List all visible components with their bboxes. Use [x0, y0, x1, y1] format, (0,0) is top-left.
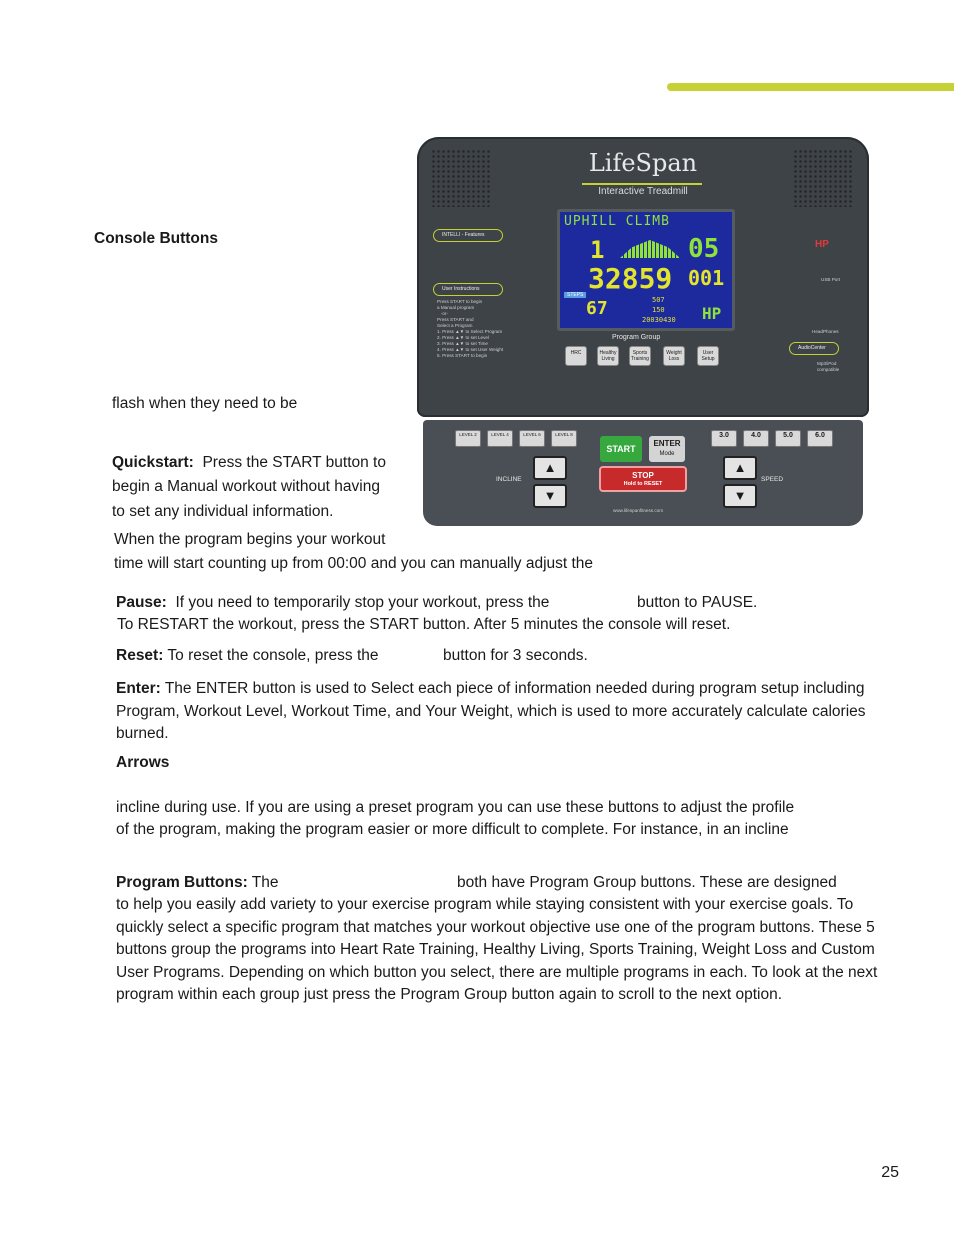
enter-text: The ENTER button is used to Select each piece of information needed during program setup including Program, Workout Level, Workout Time, and Your Weight, which is used to more accurately calculate calories burned. — [116, 680, 866, 743]
usb-port-label: USB Port — [821, 277, 841, 282]
lcd-height: 507 — [652, 296, 665, 304]
program-paragraph: to help you easily add variety to your exercise program while staying consistent with your exercise goals. To quickly select a specific program that matches your workout objective use one of the program buttons. These 5 buttons group the programs into Heart Rate Training, Healthy Living, Sports Training, Weight Loss and Custom User Programs. Depending on which button you select, there are multiple programs in each. To look at the next program within each group just press the Program Group button again to scroll to the next option. — [116, 896, 878, 1004]
quickstart-line-4: When the program begins your workout — [114, 531, 386, 548]
arrows-line-2: of the program, making the program easier or more difficult to complete. For instance, in an incline — [116, 821, 789, 838]
speed-4-button[interactable]: 4.0 — [743, 430, 769, 447]
flash-line: flash when they need to be — [112, 395, 298, 412]
lcd-display — [557, 209, 735, 331]
lcd-distance: 001 — [688, 266, 725, 290]
hp-logo: HP — [815, 239, 829, 250]
program-line-1 — [116, 871, 279, 894]
lcd-program-title: UPHILL CLIMB — [564, 214, 670, 229]
program-buttons-heading: Program Buttons: — [116, 874, 248, 891]
arrows-heading: Arrows — [116, 754, 170, 771]
level-6-button[interactable]: LEVEL 6 — [519, 430, 545, 447]
start-button[interactable]: START — [600, 436, 642, 462]
reset-text-a: To reset the console, press the — [167, 647, 379, 664]
intelli-features-pill: INTELLI - Features — [433, 229, 503, 242]
program-group-label: Program Group — [612, 334, 661, 341]
stop-label: STOP — [632, 471, 654, 480]
speed-6-button[interactable]: 6.0 — [807, 430, 833, 447]
console-image — [417, 137, 869, 417]
lcd-weight: 150 — [652, 306, 665, 314]
program-text-1a: The — [251, 874, 279, 891]
website-label: www.lifespanfitness.com — [613, 508, 664, 513]
level-8-button[interactable]: LEVEL 8 — [551, 430, 577, 447]
enter-button[interactable] — [649, 436, 685, 462]
quickstart-text-1: Press the START button to — [202, 454, 386, 471]
speed-3-button[interactable]: 3.0 — [711, 430, 737, 447]
lcd-level: 1 — [590, 236, 605, 264]
pause-text-1a: If you need to temporarily stop your workout, press the — [175, 594, 550, 611]
incline-label: INCLINE — [496, 476, 522, 483]
pause-text-1b: button to PAUSE. — [637, 594, 758, 611]
program-button-user-setup[interactable]: User Setup — [697, 346, 719, 366]
headphones-label: HeadPhones — [812, 329, 839, 334]
lcd-date: 20030430 — [642, 316, 676, 324]
enter-heading: Enter: — [116, 680, 161, 697]
quickstart-heading: Quickstart: — [112, 454, 194, 471]
enter-paragraph — [116, 678, 876, 746]
mp3-label: Mp3/iPod compatible — [817, 361, 840, 372]
incline-down-button[interactable]: ▼ — [533, 484, 567, 508]
speed-label: SPEED — [761, 476, 784, 483]
user-instructions-pill: User Instructions — [433, 283, 503, 296]
console-buttons-heading: Console Buttons — [94, 230, 218, 247]
speed-down-button[interactable]: ▼ — [723, 484, 757, 508]
stop-button[interactable] — [599, 466, 687, 492]
lcd-time: 32859 — [588, 262, 673, 295]
lcd-profile-bars — [620, 240, 680, 258]
lcd-hp: HP — [702, 304, 722, 323]
quickstart-line-2: begin a Manual workout without having — [112, 478, 380, 495]
level-4-button[interactable]: LEVEL 4 — [487, 430, 513, 447]
lcd-steps-label: STEPS — [564, 292, 586, 298]
level-2-button[interactable]: LEVEL 2 — [455, 430, 481, 447]
mode-label: Mode — [659, 451, 675, 457]
pause-heading: Pause: — [116, 594, 167, 611]
header-accent-bar — [667, 83, 954, 91]
arrows-line-1: incline during use. If you are using a preset program you can use these buttons to adjust the profile — [116, 799, 795, 816]
quickstart-line-1 — [112, 451, 386, 474]
lcd-steps: 67 — [586, 298, 608, 319]
program-text-1b: both have Program Group buttons. These are designed — [457, 874, 837, 891]
program-button-weight-loss[interactable]: Weight Loss — [663, 346, 685, 366]
quickstart-line-5: time will start counting up from 00:00 and you can manually adjust the — [114, 555, 594, 572]
brand-logo: LifeSpan — [588, 149, 698, 177]
program-button-sports-training[interactable]: Sports Training — [629, 346, 651, 366]
program-button-hrc[interactable]: HRC — [565, 346, 587, 366]
pause-line-1 — [116, 591, 549, 614]
quickstart-line-3: to set any individual information. — [112, 503, 334, 520]
enter-label: ENTER — [653, 439, 681, 448]
brand-subtitle: Interactive Treadmill — [598, 186, 688, 197]
audiocenter-pill: AudioCenter — [789, 342, 839, 355]
reset-heading: Reset: — [116, 647, 164, 664]
speed-5-button[interactable]: 5.0 — [775, 430, 801, 447]
program-button-healthy-living[interactable]: Healthy Living — [597, 346, 619, 366]
instructions-text: Press START to begin a Manual program -or- Press START and Select a Program 1. Press ▲▼ to Select Program 2. Press ▲▼ to set Level 3. Press ▲▼ to set Time 4. Press ▲▼ to set User Weight 5. Press START to begin — [437, 299, 504, 358]
console-keypad — [423, 420, 863, 526]
speed-up-button[interactable]: ▲ — [723, 456, 757, 480]
incline-up-button[interactable]: ▲ — [533, 456, 567, 480]
reset-line — [116, 644, 379, 667]
pause-line-2: To RESTART the workout, press the START button. After 5 minutes the console will reset. — [117, 616, 731, 633]
page-number: 25 — [881, 1164, 899, 1181]
logo-underline — [582, 183, 702, 185]
reset-text-b: button for 3 seconds. — [443, 647, 588, 664]
lcd-speed: 05 — [688, 234, 720, 264]
stop-sub-label: Hold to RESET — [623, 481, 663, 487]
